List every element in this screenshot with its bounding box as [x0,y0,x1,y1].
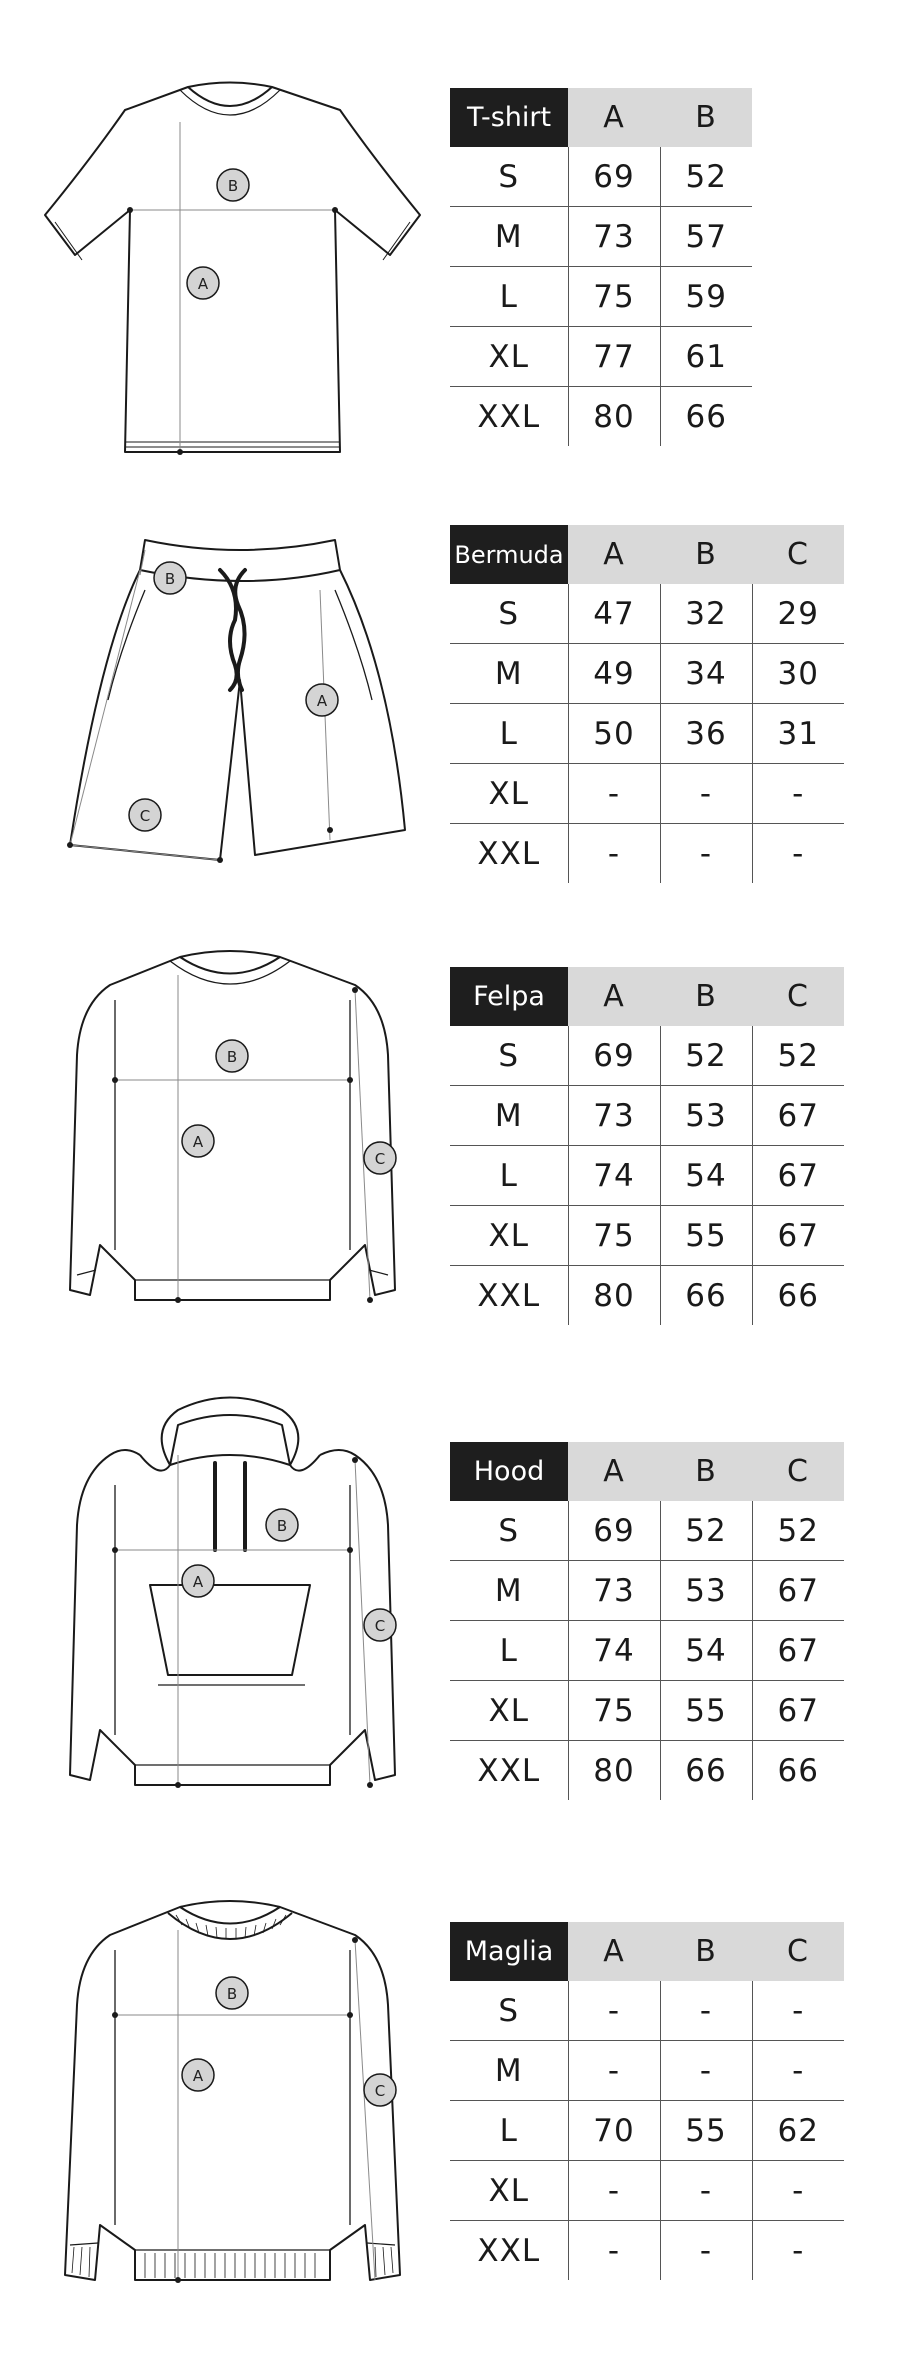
table-row [450,387,752,447]
table-header-row [450,1922,844,1981]
size-label: L [450,1146,568,1206]
svg-text:C: C [374,1150,386,1168]
size-label: L [450,704,568,764]
measure-value: 73 [568,1086,660,1146]
measure-value: - [660,2221,752,2281]
column-header: B [660,88,752,147]
svg-text:A: A [192,1133,204,1151]
size-label: XXL [477,1277,541,1314]
measure-value: 49 [568,644,660,704]
measure-value: - [752,1981,844,2041]
size-label: XXL [477,398,541,435]
garment-type-label: Hood [450,1442,568,1501]
size-label: L [450,2101,568,2161]
measure-value: 55 [660,1206,752,1266]
table-row [450,1681,844,1741]
measure-value: 67 [752,1146,844,1206]
measure-value: 75 [568,1681,660,1741]
measure-c-marker [129,799,161,831]
size-label: L [450,267,568,327]
measure-value: - [568,764,660,824]
measure-value: 52 [660,1026,752,1086]
svg-text:A: A [192,2067,204,2085]
size-label: M [450,1086,568,1146]
svg-text:B: B [276,1517,288,1535]
table-row [450,1026,844,1086]
measure-value: 69 [568,1026,660,1086]
measure-value: - [568,824,660,884]
svg-text:B: B [164,570,176,588]
bermuda-size-table [450,525,844,883]
measure-value: 74 [568,1146,660,1206]
measure-value: 55 [660,1681,752,1741]
measure-value: 80 [568,1266,660,1326]
measure-value: 74 [568,1621,660,1681]
column-header: B [660,967,752,1026]
bermuda-illustration [30,530,430,870]
table-row [450,1561,844,1621]
table-row [450,1206,844,1266]
measure-value: 80 [568,1741,660,1801]
measure-a-marker [182,1125,214,1157]
measure-value: 54 [660,1146,752,1206]
table-row [450,2041,844,2101]
measure-b-marker [266,1509,298,1541]
measure-value: 31 [752,704,844,764]
measure-value: 53 [660,1086,752,1146]
svg-text:C: C [374,1617,386,1635]
measure-value: - [568,2221,660,2281]
size-label: XL [450,327,568,387]
measure-a-marker [187,267,219,299]
measure-value: - [660,764,752,824]
garment-type-label: Maglia [450,1922,568,1981]
svg-text:A: A [192,1573,204,1591]
size-label: S [450,584,568,644]
table-header-row [450,967,844,1026]
tshirt-illustration [30,70,430,470]
measure-value: 36 [660,704,752,764]
measure-value: 66 [660,1266,752,1326]
bermuda-drawing [30,530,430,870]
measure-value: - [752,2041,844,2101]
table-row [450,327,752,387]
felpa-drawing [30,945,430,1345]
column-header: C [752,1442,844,1501]
size-label: S [450,1026,568,1086]
column-header: C [752,967,844,1026]
measure-value: 75 [568,1206,660,1266]
svg-text:C: C [374,2082,386,2100]
size-label: M [450,1561,568,1621]
svg-text:A: A [316,692,328,710]
measure-value: - [752,824,844,884]
size-label: XXL [477,1752,541,1789]
size-label: XXL [477,835,541,872]
table-row [450,2161,844,2221]
tshirt-size-table [450,88,752,446]
measure-b-marker [217,169,249,201]
measure-value: 67 [752,1561,844,1621]
measure-value: 29 [752,584,844,644]
measure-a-marker [306,684,338,716]
table-header-row [450,1442,844,1501]
measure-value: - [568,2041,660,2101]
table-row [450,704,844,764]
measure-value: 52 [752,1026,844,1086]
measure-value: - [660,824,752,884]
svg-text:A: A [197,275,209,293]
column-header: B [660,1442,752,1501]
measure-value: 52 [660,1501,752,1561]
column-header: C [752,525,844,584]
column-header: A [568,525,660,584]
felpa-illustration [30,945,430,1345]
garment-type-label: Bermuda [450,525,568,584]
table-row [450,207,752,267]
measure-value: - [568,1981,660,2041]
measure-value: 50 [568,704,660,764]
measure-value: 73 [568,1561,660,1621]
measure-value: - [568,2161,660,2221]
measure-c-marker [364,1609,396,1641]
measure-value: 55 [660,2101,752,2161]
measure-value: 30 [752,644,844,704]
svg-text:B: B [226,1048,238,1066]
measure-value: 77 [568,327,660,387]
table-header-row [450,88,752,147]
measure-value: 70 [568,2101,660,2161]
column-header: B [660,1922,752,1981]
measure-value: - [660,1981,752,2041]
measure-c-marker [364,1142,396,1174]
table-row [450,644,844,704]
column-header: B [660,525,752,584]
maglia-illustration [30,1895,430,2295]
measure-b-marker [216,1040,248,1072]
table-row [450,2101,844,2161]
measure-a-marker [182,1565,214,1597]
measure-value: 66 [660,1741,752,1801]
table-row [450,1981,844,2041]
table-row [450,2221,844,2281]
size-label: XXL [477,2232,541,2269]
column-header: A [568,967,660,1026]
size-label: M [450,644,568,704]
table-row [450,267,752,327]
measure-value: 59 [660,267,752,327]
maglia-size-table [450,1922,844,2280]
measure-value: - [660,2041,752,2101]
column-header: C [752,1922,844,1981]
svg-text:C: C [139,807,151,825]
rib-knit-texture [72,1915,393,2278]
measure-value: 32 [660,584,752,644]
table-header-row [450,525,844,584]
table-row [450,1501,844,1561]
table-row [450,584,844,644]
size-label: L [450,1621,568,1681]
measure-value: 67 [752,1206,844,1266]
table-row [450,147,752,207]
measure-value: - [752,2161,844,2221]
measure-b-marker [154,562,186,594]
measure-value: 69 [568,1501,660,1561]
measure-value: - [752,2221,844,2281]
table-row [450,1266,844,1326]
table-row [450,1621,844,1681]
measure-value: 80 [568,387,660,447]
svg-text:B: B [226,1985,238,2003]
measure-value: 54 [660,1621,752,1681]
measure-value: 52 [660,147,752,207]
garment-type-label: T-shirt [450,88,568,147]
table-row [450,1086,844,1146]
measure-value: 66 [660,387,752,447]
measure-value: 53 [660,1561,752,1621]
size-label: XL [450,764,568,824]
size-label: S [450,1981,568,2041]
size-label: XL [450,2161,568,2221]
measure-value: 75 [568,267,660,327]
measure-b-marker [216,1977,248,2009]
column-header: A [568,88,660,147]
maglia-drawing [30,1895,430,2295]
hood-drawing [30,1385,430,1825]
felpa-size-table [450,967,844,1325]
measure-value: 62 [752,2101,844,2161]
measure-value: 52 [752,1501,844,1561]
measure-value: 73 [568,207,660,267]
garment-type-label: Felpa [450,967,568,1026]
measure-a-marker [182,2059,214,2091]
measure-c-marker [364,2074,396,2106]
size-label: XL [450,1681,568,1741]
size-label: S [450,1501,568,1561]
measure-value: 34 [660,644,752,704]
measure-value: - [752,764,844,824]
table-row [450,764,844,824]
measure-value: 69 [568,147,660,207]
hood-size-table [450,1442,844,1800]
measure-value: 61 [660,327,752,387]
measure-value: 66 [752,1266,844,1326]
size-label: S [450,147,568,207]
table-row [450,824,844,884]
tshirt-drawing [30,70,430,470]
table-row [450,1741,844,1801]
column-header: A [568,1442,660,1501]
measure-value: 67 [752,1621,844,1681]
measure-value: 66 [752,1741,844,1801]
svg-text:B: B [227,177,239,195]
measure-value: 67 [752,1086,844,1146]
table-row [450,1146,844,1206]
column-header: A [568,1922,660,1981]
measure-value: 57 [660,207,752,267]
size-label: M [450,2041,568,2101]
size-label: M [450,207,568,267]
size-label: XL [450,1206,568,1266]
measure-value: - [660,2161,752,2221]
measure-value: 67 [752,1681,844,1741]
hood-illustration [30,1385,430,1825]
measure-value: 47 [568,584,660,644]
